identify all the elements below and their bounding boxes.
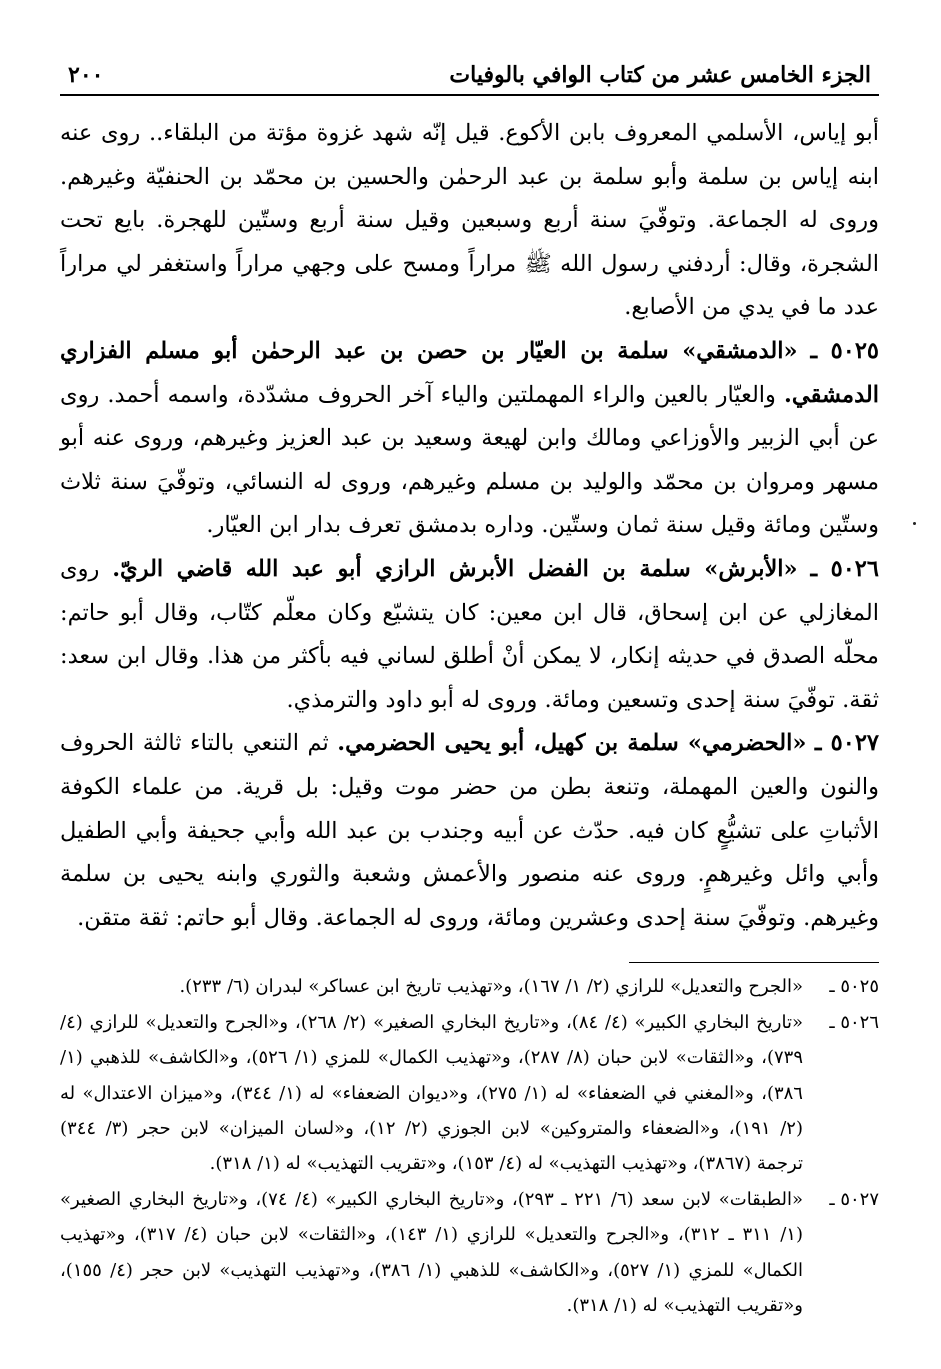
- running-header: [60, 52, 879, 96]
- running-title: الجزء الخامس عشر من كتاب الوافي بالوفيات: [449, 62, 871, 88]
- footnote-text: «الجرح والتعديل» للرازي (٢/ ١/ ١٦٧)، و«تهذيب تاريخ ابن عساكر» لبدران (٦/ ٢٣٣).: [179, 976, 803, 998]
- footnote-number: ٥٠٢٦ ـ: [829, 1011, 879, 1033]
- footnote-number: ٥٠٢٥ ـ: [829, 976, 879, 998]
- footnote: [60, 969, 879, 1004]
- entry-paragraph: [60, 548, 879, 722]
- main-text: [60, 112, 879, 940]
- footnote-separator: [629, 962, 879, 963]
- continuation-paragraph: أبو إياس، الأسلمي المعروف بابن الأكوع. قيل إنّه شهد غزوة مؤتة من البلقاء.. روى عنه ابنه إياس بن سلمة وأبو سلمة بن عبد الرحمٰن والحسين بن محمّد بن الحنفيّة وغيرهم. وروى له الجماعة. وتوفّيَ سنة أربع وسبعين وقيل سنة أربع وستّين للهجرة. بايع تحت الشجرة، وقال: أردفني رسول الله ﷺ مراراً ومسح على وجهي مراراً واستغفر لي مراراً عدد ما في يدي من الأصابع.: [60, 120, 879, 321]
- margin-mark: [913, 522, 916, 525]
- entry-text: ثم التنعي بالتاء ثالثة الحروف والنون والعين المهملة، وتنعة بطن من حضر موت وقيل: بل قرية. من علماء الكوفة الأثباتِ على تشيُّعٍ كان فيه. حدّث عن أبيه وجندب بن عبد الله وأبي جحيفة وأبي الطفيل وأبي وائل وغيرهمٍ. وروى عنه منصور والأعمش وشعبة والثوري وابنه يحيى بن سلمة وغيرهم. وتوفّيَ سنة إحدى وعشرين ومائة، وروى له الجماعة. وقال أبو حاتم: ثقة متقن.: [60, 730, 879, 931]
- entry-paragraph: [60, 330, 879, 548]
- entry-heading: «الدمشقي» سلمة بن العيّار بن حصن بن عبد الرحمٰن أبو مسلم الفزاري الدمشقي.: [60, 337, 879, 408]
- footnote: [60, 1182, 879, 1324]
- footnote: [60, 1005, 879, 1182]
- entry-heading: «الحضرمي» سلمة بن كهيل، أبو يحيى الحضرمي.: [337, 730, 807, 757]
- entry-number: ٥٠٢٦ ـ: [810, 555, 879, 582]
- footnote-number: ٥٠٢٧ ـ: [829, 1188, 879, 1210]
- footnote-text: «تاريخ البخاري الكبير» (٤/ ٨٤)، و«تاريخ البخاري الصغير» (٢/ ٢٦٨)، و«الجرح والتعديل» للرازي (٤/ ٧٣٩)، و«الثقات» لابن حبان (٨/ ٢٨٧)، و«تهذيب الكمال» للمزي (١/ ٥٢٦)، و«الكاشف» للذهبي (١/ ٣٨٦)، و«المغني في الضعفاء» له (١/ ٢٧٥)، و«ديوان الضعفاء» له (١/ ٣٤٤)، و«ميزان الاعتدال» له (٢/ ١٩١)، و«الضعفاء والمتروكين» لابن الجوزي (٢/ ١٢)، و«لسان الميزان» لابن حجر (٣/ ٣٤٤) ترجمة (٣٨٦٧)، و«تهذيب التهذيب» له (٤/ ١٥٣)، و«تقريب التهذيب» له (١/ ٣١٨).: [60, 1011, 803, 1175]
- page-number: ٢٠٠: [68, 62, 104, 88]
- footnote-text: «الطبقات» لابن سعد (٦/ ٢٢١ ـ ٢٩٣)، و«تاريخ البخاري الكبير» (٤/ ٧٤)، و«تاريخ البخاري الصغير» (١/ ٣١١ ـ ٣١٢)، و«الجرح والتعديل» للرازي (١/ ١٤٣)، و«الثقات» لابن حبان (٤/ ٣١٧)، و«تهذيب الكمال» للمزي (١/ ٥٢٧)، و«الكاشف» للذهبي (١/ ٣٨٦)، و«تهذيب التهذيب» لابن حجر (٤/ ١٥٥)، و«تقريب التهذيب» له (١/ ٣١٨).: [60, 1188, 803, 1316]
- entry-number: ٥٠٢٥ ـ: [810, 337, 880, 364]
- entry-text: روى المغازلي عن ابن إسحاق، قال ابن معين: كان يتشيّع وكان معلّم كتّاب، وقال أبو حاتم: محلّه الصدق في حديثه إنكار، لا يمكن أنْ أطلق لساني فيه بأكثر من هذا. وقال ابن سعد: ثقة. توفّيَ سنة إحدى وتسعين ومائة. وروى له أبو داود والترمذي.: [60, 555, 879, 713]
- entry-paragraph: [60, 722, 879, 940]
- entry-number: ٥٠٢٧ ـ: [814, 730, 879, 757]
- footnotes: [60, 969, 879, 1323]
- entry-text: والعيّار بالعين والراء المهملتين والياء آخر الحروف مشدّدة، واسمه أحمد. روى عن أبي الزبير والأوزاعي ومالك وابن لهيعة وسعيد بن عبد العزيز وغيرهم، وروى عنه أبو مسهر ومروان بن محمّد والوليد بن مسلم وغيرهم، وروى له النسائي، وتوفّيَ سنة ثلاث وستّين ومائة وقيل سنة ثمان وستّين. وداره بدمشق تعرف بدار ابن العيّار.: [60, 381, 879, 539]
- entry-heading: «الأبرش» سلمة بن الفضل الأبرش الرازي أبو عبد الله قاضي الريّ.: [112, 555, 798, 582]
